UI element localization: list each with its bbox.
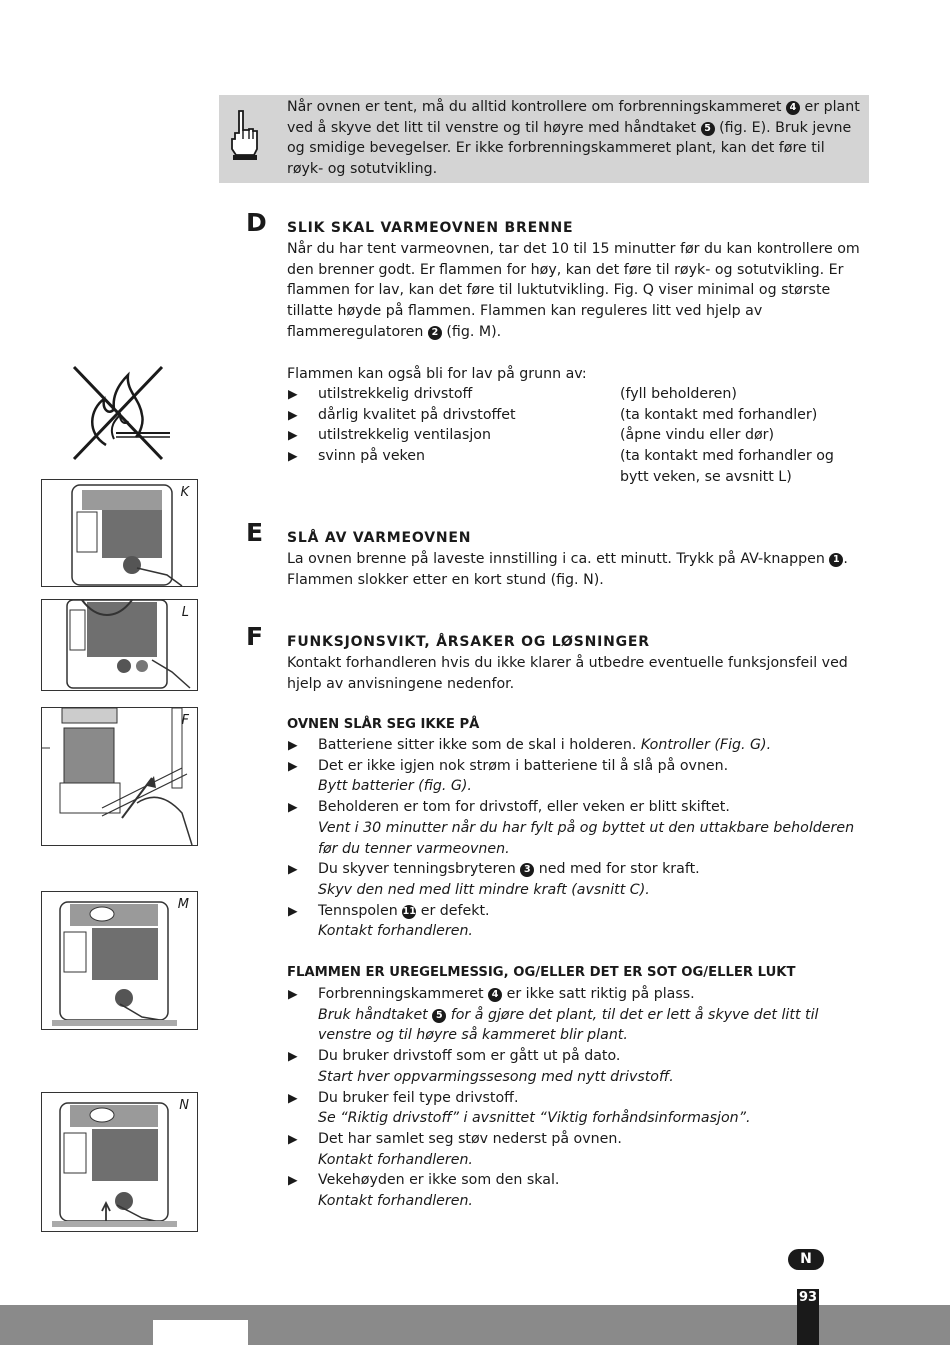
figure-label: N (179, 1098, 189, 1113)
arrow-bullet-icon: ▶ (288, 861, 298, 877)
section-e-paragraph: La ovnen brenne på laveste innstilling i ca. ett minutt. Trykk på AV-knappen 1 . Flammen slokker etter en kort stund (fig. N). (287, 551, 848, 588)
figure-label: L (181, 605, 189, 620)
pointing-hand-icon (227, 109, 261, 161)
arrow-bullet-icon: ▶ (288, 1048, 298, 1064)
figure-k (41, 479, 198, 587)
subheading-irregular-flame: FLAMMEN ER UREGELMESSIG, OG/ELLER DET ER SOT OG/ELLER LUKT (287, 965, 796, 980)
figure-l (41, 599, 198, 691)
arrow-bullet-icon: ▶ (288, 427, 298, 443)
list-item: ▶ Det er ikke igjen nok strøm i batteriene til å slå på ovnen. Bytt batterier (fig. G). (288, 757, 729, 795)
warning-note-box (219, 95, 869, 183)
number-badge: 5 (701, 122, 715, 136)
list-item: ▶ Tennspolen 11 er defekt. Kontakt forhandleren. (288, 902, 490, 940)
arrow-bullet-icon: ▶ (288, 1172, 298, 1188)
section-f-title: FUNKSJONSVIKT, ÅRSAKER OG LØSNINGER (287, 634, 650, 650)
footer-white-box (153, 1320, 248, 1345)
subheading-no-ignition: OVNEN SLÅR SEG IKKE PÅ (287, 717, 480, 732)
number-badge: 5 (432, 1009, 446, 1023)
language-badge: N (788, 1249, 824, 1270)
arrow-bullet-icon: ▶ (288, 406, 298, 422)
note-text: Når ovnen er tent, må du alltid kontrollere om forbrenningskammeret 4 er plant ved å skyve det litt til venstre og til høyre med håndtaket 5 (fig. E). Bruk jevne og smidige bevegelser. Er ikke forbrenningskammeret plant, kan det føre til røyk- og sotutvikling. (287, 99, 860, 177)
troubleshoot-list-2 (287, 984, 869, 1212)
number-badge: 3 (520, 863, 534, 877)
figure-n (41, 1092, 198, 1232)
page-number: 93 (798, 1290, 818, 1305)
list-item: ▶ Det har samlet seg støv nederst på ovnen. Kontakt forhandleren. (288, 1130, 622, 1168)
arrow-bullet-icon: ▶ (288, 902, 298, 918)
list-item: ▶ Du skyver tenningsbryteren 3 ned med for stor kraft. Skyv den ned med litt mindre kraft (avsnitt C). (288, 861, 700, 898)
list-item: ▶ Forbrenningskammeret 4 er ikke satt riktig på plass. Bruk håndtaket 5 for å gjøre det plant, til det er lett å skyve det litt til venstre og til høyre så kammeret blir plant. (288, 986, 819, 1044)
number-badge: 2 (428, 326, 442, 340)
list-item: ▶ utilstrekkelig drivstoff (fyll beholderen) (287, 384, 869, 405)
figure-label: F (181, 713, 189, 728)
list-item: ▶ Beholderen er tom for drivstoff, eller veken er blitt skiftet. Vent i 30 minutter når du har fylt på og byttet ut den uttakbare beholderen før du tenner varmeovnen. (288, 799, 855, 857)
arrow-bullet-icon: ▶ (288, 757, 298, 773)
list-item: ▶ Batteriene sitter ikke som de skal i holderen. Kontroller (Fig. G). (287, 735, 869, 756)
section-letter-e: E (246, 518, 264, 547)
heater-illustration (42, 892, 197, 1029)
list-item: ▶ Vekehøyden er ikke som den skal. Kontakt forhandleren. (288, 1172, 560, 1210)
number-badge: 4 (488, 988, 502, 1002)
heater-illustration (42, 1093, 197, 1231)
arrow-bullet-icon: ▶ (288, 386, 298, 401)
arrow-bullet-icon: ▶ (288, 737, 298, 752)
section-d-title: SLIK SKAL VARMEOVNEN BRENNE (287, 220, 574, 236)
list-item: ▶ Du bruker drivstoff som er gått ut på dato. Start hver oppvarmingssesong med nytt drivstoff. (288, 1048, 674, 1085)
troubleshoot-list-1 (287, 735, 869, 942)
arrow-bullet-icon: ▶ (288, 986, 298, 1001)
list-item: ▶ Du bruker feil type drivstoff. Se “Riktig drivstoff” i avsnittet “Viktig forhåndsinformasjon”. (288, 1089, 751, 1127)
arrow-bullet-icon: ▶ (288, 1130, 298, 1146)
figure-m (41, 891, 198, 1030)
figure-f (41, 707, 198, 846)
arrow-bullet-icon: ▶ (288, 799, 298, 815)
list-item: ▶ utilstrekkelig ventilasjon (åpne vindu eller dør) (287, 425, 869, 446)
list-item-continuation: bytt veken, se avsnitt L) (620, 468, 792, 485)
section-d-paragraph: Når du har tent varmeovnen, tar det 10 til 15 minutter før du kan kontrollere om den brenner godt. Er flammen for høy, kan det føre til røyk- og sotutvikling. Er flammen for lav, kan det føre til luktutvikling. Fig. Q viser minimal og største tillatte høyde på flammen. Flammen kan reguleres litt ved hjelp av flammeregulatoren 2 (fig. M). (287, 241, 860, 340)
section-e-title: SLÅ AV VARMEOVNEN (287, 530, 472, 546)
number-badge: 1 (829, 553, 843, 567)
section-letter-f: F (246, 622, 264, 651)
arrow-bullet-icon: ▶ (288, 1089, 298, 1105)
arrow-bullet-icon: ▶ (288, 448, 298, 464)
section-letter-d: D (246, 208, 267, 237)
heater-interior-illustration (42, 708, 197, 845)
number-badge: 11 (402, 905, 416, 917)
section-f-paragraph: Kontakt forhandleren hvis du ikke klarer å utbedre eventuelle funksjonsfeil ved hjelp av anvisningene nedenfor. (287, 655, 848, 692)
heater-illustration (42, 600, 197, 690)
heater-illustration (42, 480, 197, 586)
section-d-paragraph-2: Flammen kan også bli for lav på grunn av: (287, 366, 587, 382)
number-badge: 4 (786, 101, 800, 115)
figure-label: M (177, 897, 189, 912)
no-open-flame-icon (70, 363, 174, 463)
list-item: ▶ dårlig kvalitet på drivstoffet (ta kontakt med forhandler) (287, 405, 869, 426)
causes-list (287, 384, 869, 488)
figure-label: K (180, 485, 189, 500)
list-item: ▶ svinn på veken (ta kontakt med forhandler og (287, 446, 869, 467)
